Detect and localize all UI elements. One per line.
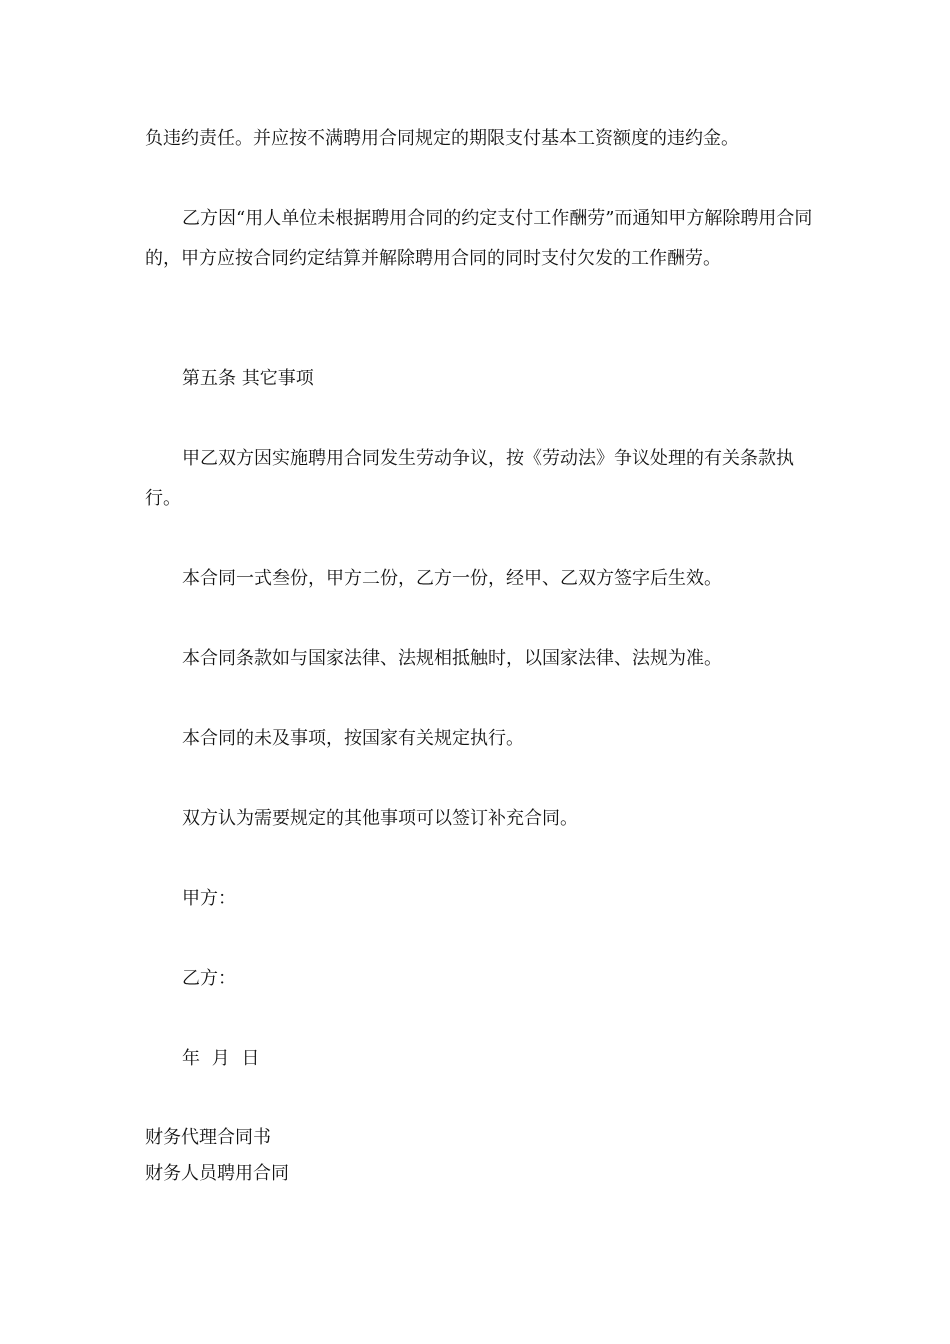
- paragraph-law-precedence: 本合同条款如与国家法律、法规相抵触时，以国家法律、法规为准。: [182, 648, 722, 669]
- paragraph-labor-dispute: 甲乙双方因实施聘用合同发生劳动争议，按《劳动法》争议处理的有关条款执行。: [145, 448, 794, 509]
- paragraph-unmentioned-matters: 本合同的未及事项，按国家有关规定执行。: [182, 728, 524, 749]
- related-links: [145, 1120, 815, 1192]
- related-link-finance-staff-contract[interactable]: 财务人员聘用合同: [145, 1163, 289, 1184]
- paragraph-termination-payment: 乙方因“用人单位未根据聘用合同的约定支付工作酬劳”而通知甲方解除聘用合同的，甲方应按合同约定结算并解除聘用合同的同时支付欠发的工作酬劳。: [145, 208, 813, 269]
- section-heading-article-5: 第五条 其它事项: [182, 368, 314, 389]
- paragraph-copies: 本合同一式叁份，甲方二份，乙方一份，经甲、乙双方签字后生效。: [182, 568, 722, 589]
- signature-date: 年 月 日: [182, 1048, 260, 1069]
- paragraph-supplementary-contract: 双方认为需要规定的其他事项可以签订补充合同。: [182, 808, 578, 829]
- signature-party-b: 乙方：: [182, 968, 236, 989]
- related-link-finance-agency-contract[interactable]: 财务代理合同书: [145, 1127, 271, 1148]
- paragraph-penalty-clause: 负违约责任。并应按不满聘用合同规定的期限支付基本工资额度的违约金。: [145, 128, 739, 149]
- signature-party-a: 甲方：: [182, 888, 236, 909]
